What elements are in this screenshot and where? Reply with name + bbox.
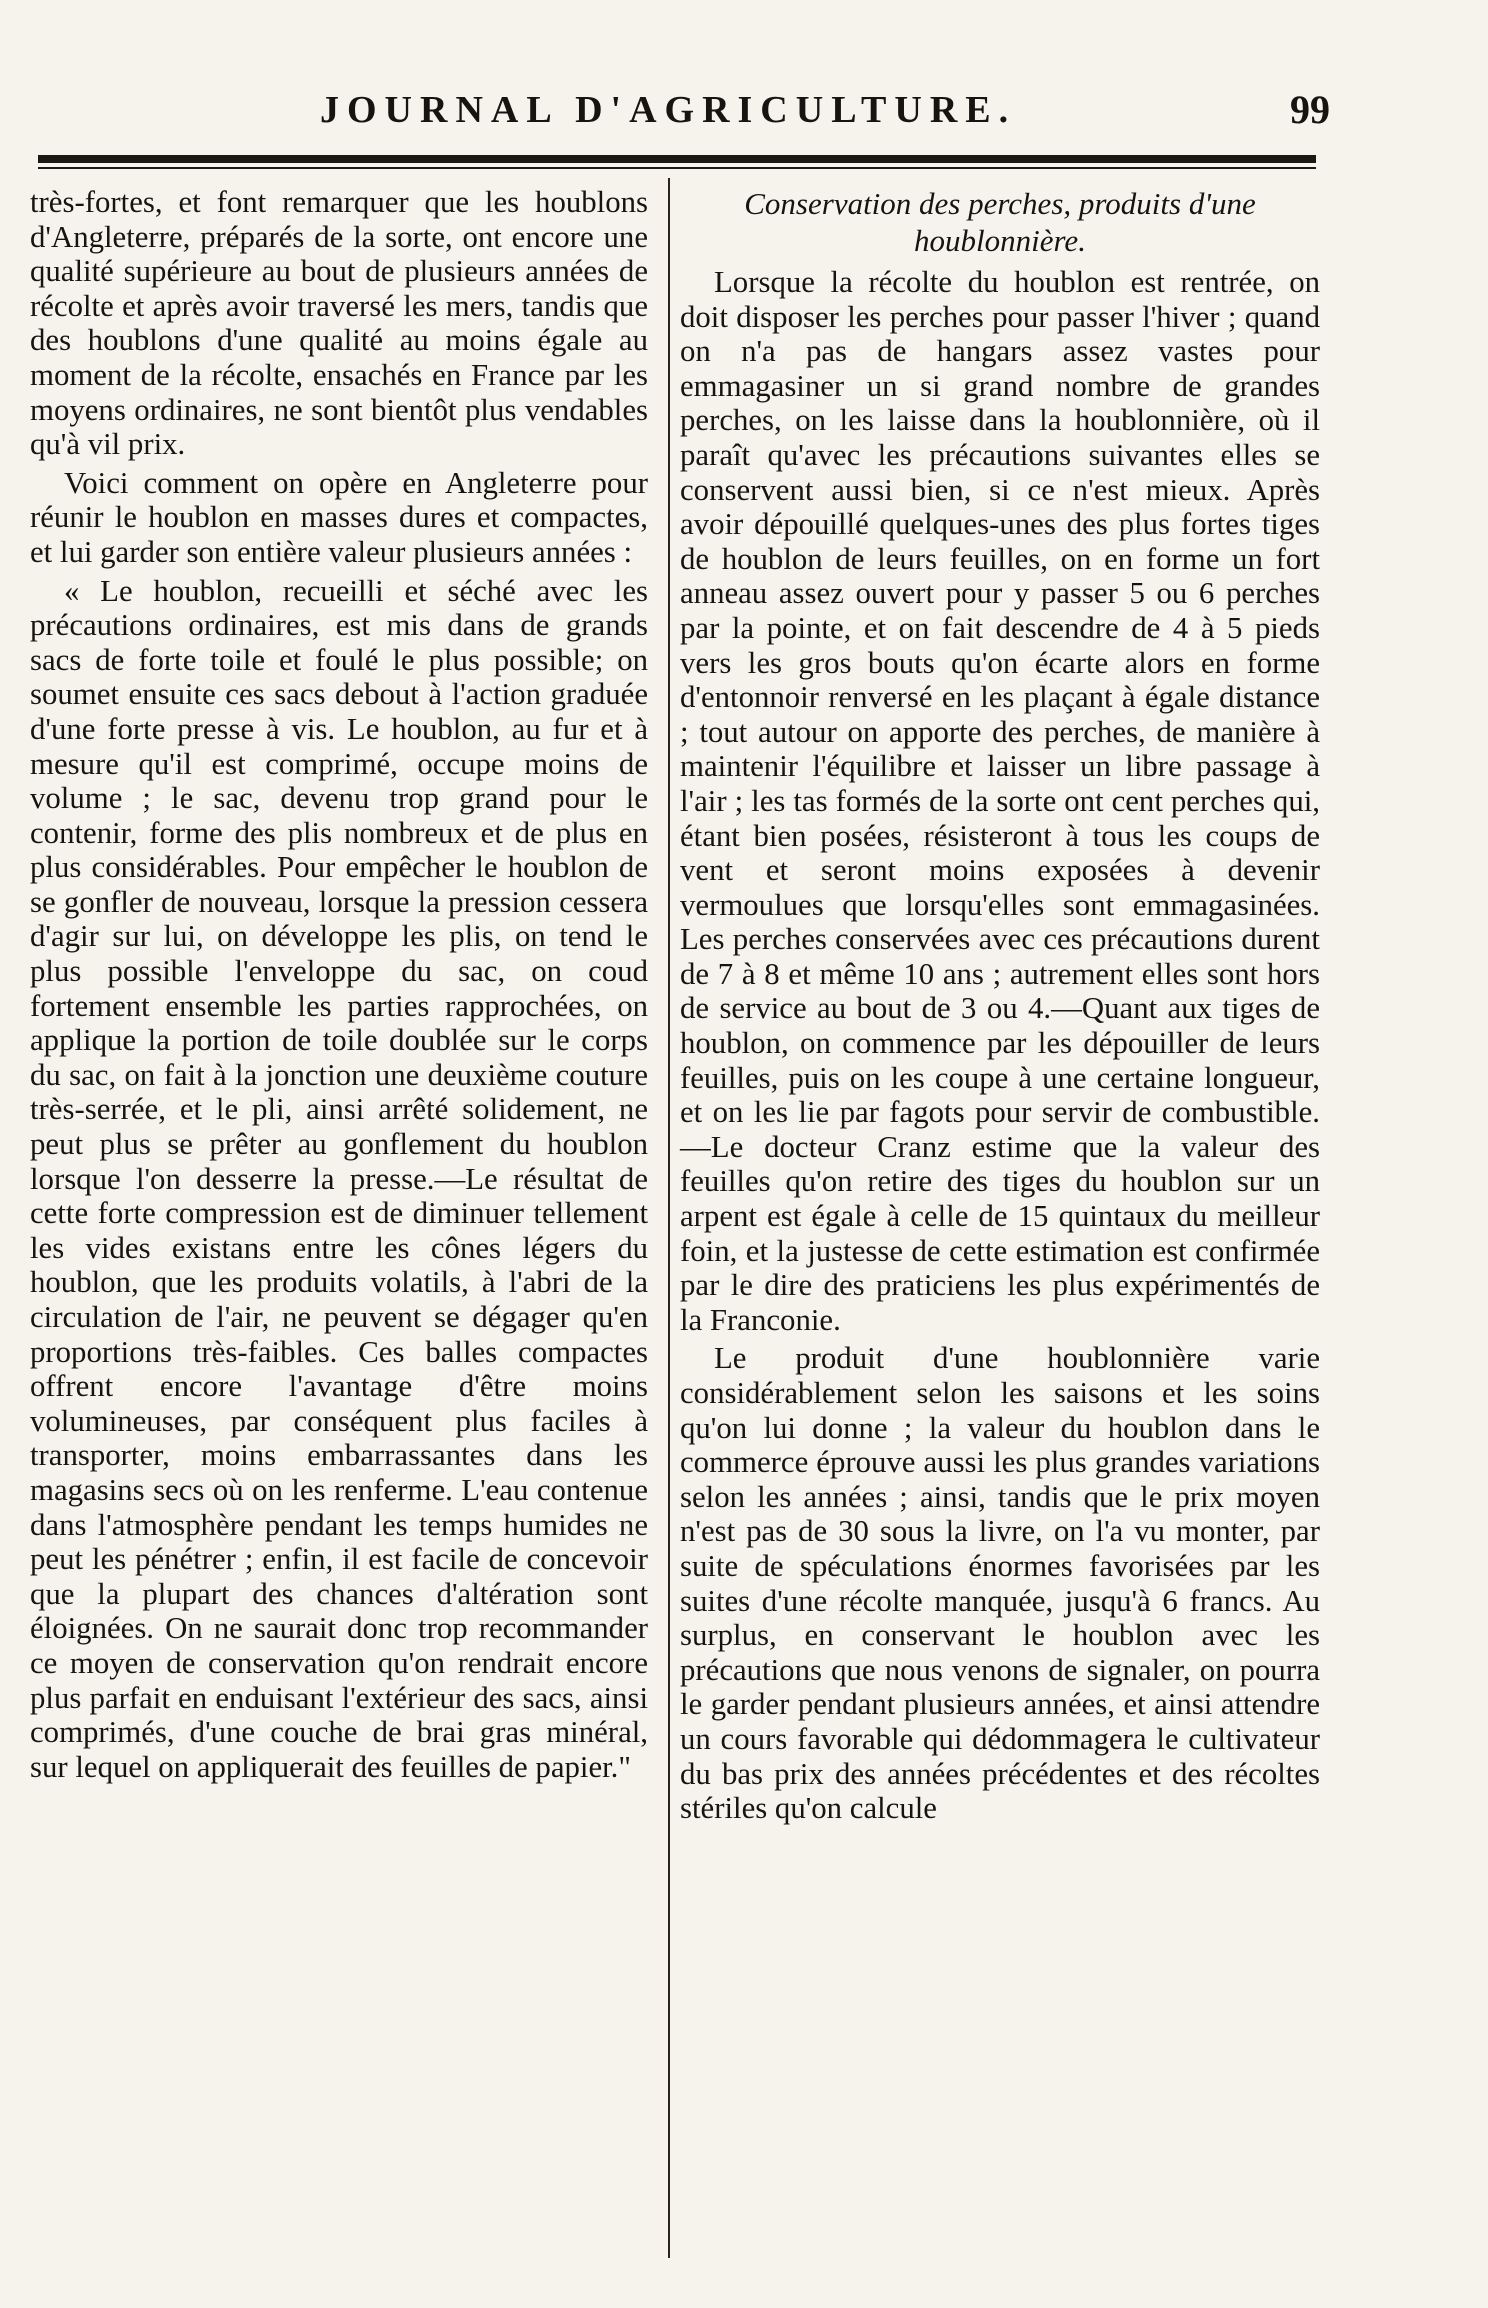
right-column (680, 185, 1320, 1830)
paragraph: Voici comment on opère en Angleterre pour réunir le houblon en masses dures et compactes, et lui garder son entière valeur plusieurs années : (30, 465, 648, 569)
left-column (30, 185, 648, 1788)
paragraph: très-fortes, et font remarquer que les houblons d'Angleterre, préparés de la sorte, ont encore une qualité supérieure au bout de plusieurs années de récolte et après avoir traversé les mers, tandis que des houblons d'une qualité au moins égale au moment de la récolte, ensachés en France par les moyens ordinaires, ne sont bientôt plus vendables qu'à vil prix. (30, 185, 648, 462)
journal-title: JOURNAL D'AGRICULTURE. (320, 89, 1017, 131)
page-number: 99 (1290, 87, 1330, 132)
paragraph: « Le houblon, recueilli et séché avec les précautions ordinaires, est mis dans de grands sacs de forte toile et foulé le plus possible; on soumet ensuite ces sacs debout à l'action graduée d'une forte presse à vis. Le houblon, au fur et à mesure qu'il est comprimé, occupe moins de volume ; le sac, devenu trop grand pour le contenir, forme des plis nombreux et de plus en plus considérables. Pour empêcher le houblon de se gonfler de nouveau, lorsque la pression cessera d'agir sur lui, on développe les plis, on tend le plus possible l'enveloppe du sac, on coud fortement ensemble les parties rapprochées, on applique la portion de toile doublée sur le corps du sac, on fait à la jonction une deuxième couture très-serrée, et le pli, ainsi arrêté solidement, ne peut plus se prêter au gonflement du houblon lorsque l'on desserre la presse.—Le résultat de cette forte compression est de diminuer tellement les vides existans entre les cônes légers du houblon, que les produits volatils, à l'abri de la circulation de l'air, ne peuvent se dégager qu'en proportions très-faibles. Ces balles compactes offrent encore l'avantage d'être moins volumineuses, par conséquent plus faciles à transporter, moins embarrassantes dans les magasins secs où on les renferme. L'eau contenue dans l'atmosphère pendant les temps humides ne peut les pénétrer ; enfin, il est facile de concevoir que la plupart des chances d'altération sont éloignées. On ne saurait donc trop recommander ce moyen de conservation qu'on rendrait encore plus parfait en enduisant l'extérieur des sacs, ainsi comprimés, d'une couche de brai gras minéral, sur lequel on appliquerait des feuilles de papier." (30, 573, 648, 1784)
running-header (40, 80, 1330, 150)
paragraph: Le produit d'une houblonnière varie considérablement selon les saisons et les soins qu'on lui donne ; la valeur du houblon dans le commerce éprouve aussi les plus grandes variations selon les années ; ainsi, tandis que le prix moyen n'est pas de 30 sous la livre, on l'a vu monter, par suite de spéculations énormes favorisées par les suites d'une récolte manquée, jusqu'à 6 francs. Au surplus, en conservant le houblon avec les précautions que nous venons de signaler, on pourra le garder pendant plusieurs années, et ainsi attendre un cours favorable qui dédommagera le cultivateur du bas prix des années précédentes et des récoltes stériles qu'on calcule (680, 1341, 1320, 1826)
section-title: Conservation des perches, produits d'une houblonnière. (744, 186, 1256, 258)
header-rule-thin (38, 167, 1316, 169)
column-divider (668, 178, 670, 2258)
header-rule-thick (38, 155, 1316, 163)
paragraph: Lorsque la récolte du houblon est rentrée, on doit disposer les perches pour passer l'hiver ; quand on n'a pas de hangars assez vastes pour emmagasiner un si grand nombre de grandes perches, on les laisse dans la houblonnière, où il paraît qu'avec les précautions suivantes elles se conservent aussi bien, si ce n'est mieux. Après avoir dépouillé quelques-unes des plus fortes tiges de houblon de leurs feuilles, on en forme un fort anneau assez ouvert pour y passer 5 ou 6 perches par la pointe, et on fait descendre de 4 à 5 pieds vers les gros bouts qu'on écarte alors en forme d'entonnoir renversé en les plaçant à égale distance ; tout autour on apporte des perches, de manière à maintenir l'équilibre et laisser un libre passage à l'air ; les tas formés de la sorte ont cent perches qui, étant bien posées, résisteront à tous les coups de vent et seront moins exposées à devenir vermoulues que lorsqu'elles sont emmagasinées. Les perches conservées avec ces précautions durent de 7 à 8 et même 10 ans ; autrement elles sont hors de service au bout de 3 ou 4.—Quant aux tiges de houblon, on commence par les dépouiller de leurs feuilles, puis on les coupe à une certaine longueur, et on les lie par fagots pour servir de combustible.—Le docteur Cranz estime que la valeur des feuilles qu'on retire des tiges du houblon sur un arpent est égale à celle de 15 quintaux du meilleur foin, et la justesse de cette estimation est confirmée par le dire des praticiens les plus expérimentés de la Franconie. (680, 265, 1320, 1337)
